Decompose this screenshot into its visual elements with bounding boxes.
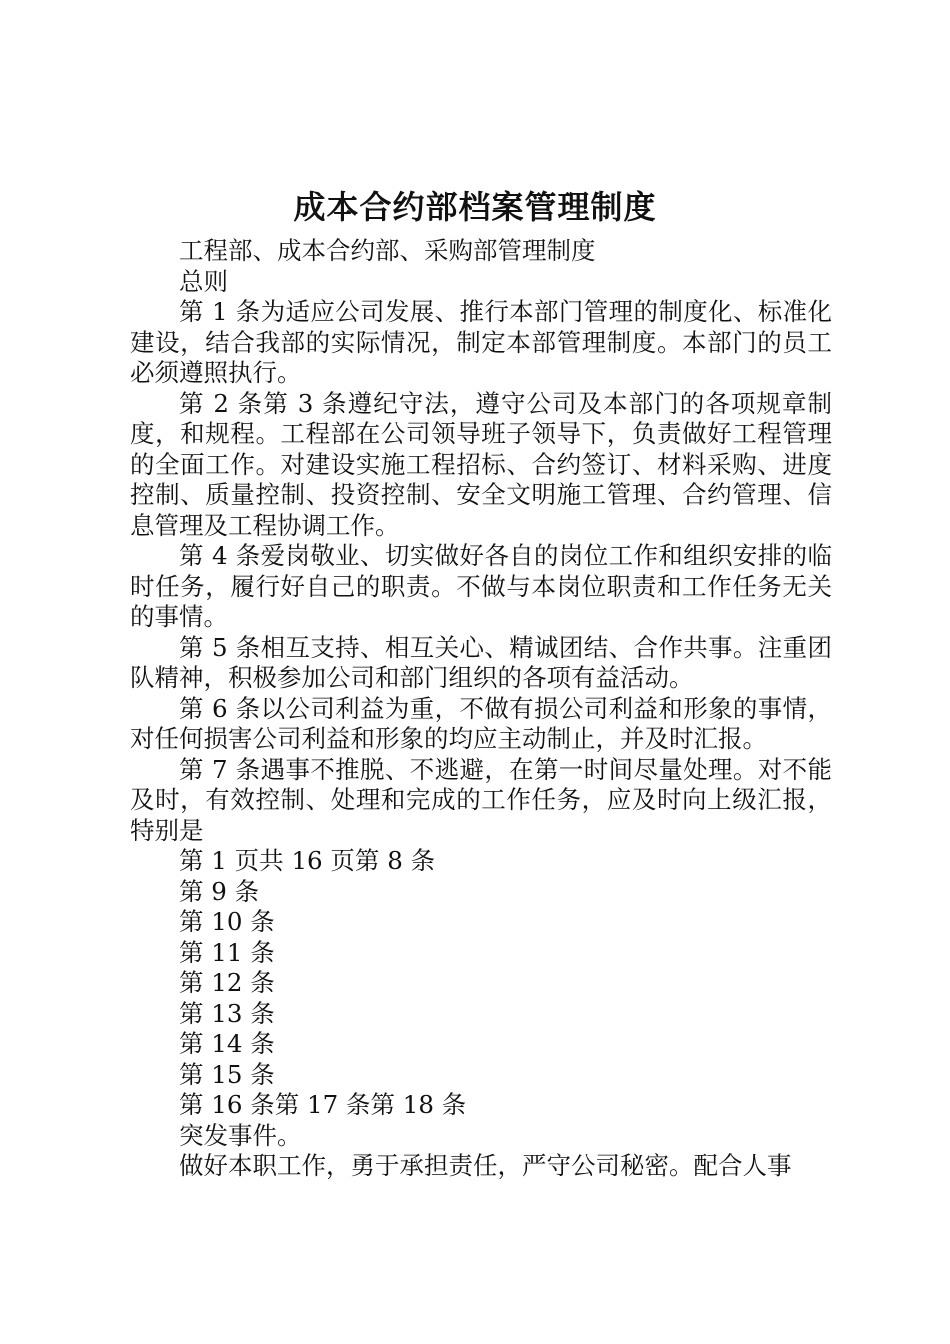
document-title: 成本合约部档案管理制度 [293,188,657,226]
paragraph-article-14: 第 14 条 [179,1029,275,1058]
paragraph-article-11: 第 11 条 [179,937,275,967]
paragraph-article-10: 第 10 条 [179,907,275,936]
paragraph-emergency: 突发事件。 [179,1120,302,1150]
paragraph-article-2-3: 第 2 条第 3 条遵纪守法，遵守公司及本部门的各项规章制度，和规程。工程部在公司领导班子领导下，负责做好工程管理的全面工作。对建设实施工程招标、合约签订、材料采购、进度控制、质量控制、投资控制、安全文明施工管理、合约管理、信息管理及工程协调工作。 [130,388,832,540]
paragraph-duties: 做好本职工作，勇于承担责任，严守公司秘密。配合人事 [179,1151,792,1180]
paragraph-article-6: 第 6 条以公司利益为重，不做有损公司利益和形象的事情，对任何损害公司利益和形象的均应主动制止，并及时汇报。 [130,693,832,753]
paragraph-article-1: 第 1 条为适应公司发展、推行本部门管理的制度化、标准化建设，结合我部的实际情况，制定本部管理制度。本部门的员工必须遵照执行。 [130,297,832,387]
paragraph-general-provisions: 总则 [179,266,228,296]
paragraph-article-9: 第 9 条 [179,876,260,906]
paragraph-article-4: 第 4 条爱岗敬业、切实做好各自的岗位工作和组织安排的临时任务，履行好自己的职责。不做与本岗位职责和工作任务无关的事情。 [130,541,832,631]
paragraph-article-16-17-18: 第 16 条第 17 条第 18 条 [179,1090,467,1119]
paragraph-article-5: 第 5 条相互支持、相互关心、精诚团结、合作共事。注重团队精神，积极参加公司和部门组织的各项有益活动。 [130,632,832,692]
paragraph-page-note-article-8: 第 1 页共 16 页第 8 条 [179,846,436,875]
document-body [130,236,832,1182]
paragraph-article-15: 第 15 条 [179,1059,275,1089]
paragraph-article-12: 第 12 条 [179,968,275,997]
paragraph-article-7: 第 7 条遇事不推脱、不逃避，在第一时间尽量处理。对不能及时，有效控制、处理和完成的工作任务，应及时向上级汇报，特别是 [130,754,832,845]
paragraph-subtitle: 工程部、成本合约部、采购部管理制度 [179,236,596,265]
paragraph-article-13: 第 13 条 [179,998,275,1028]
